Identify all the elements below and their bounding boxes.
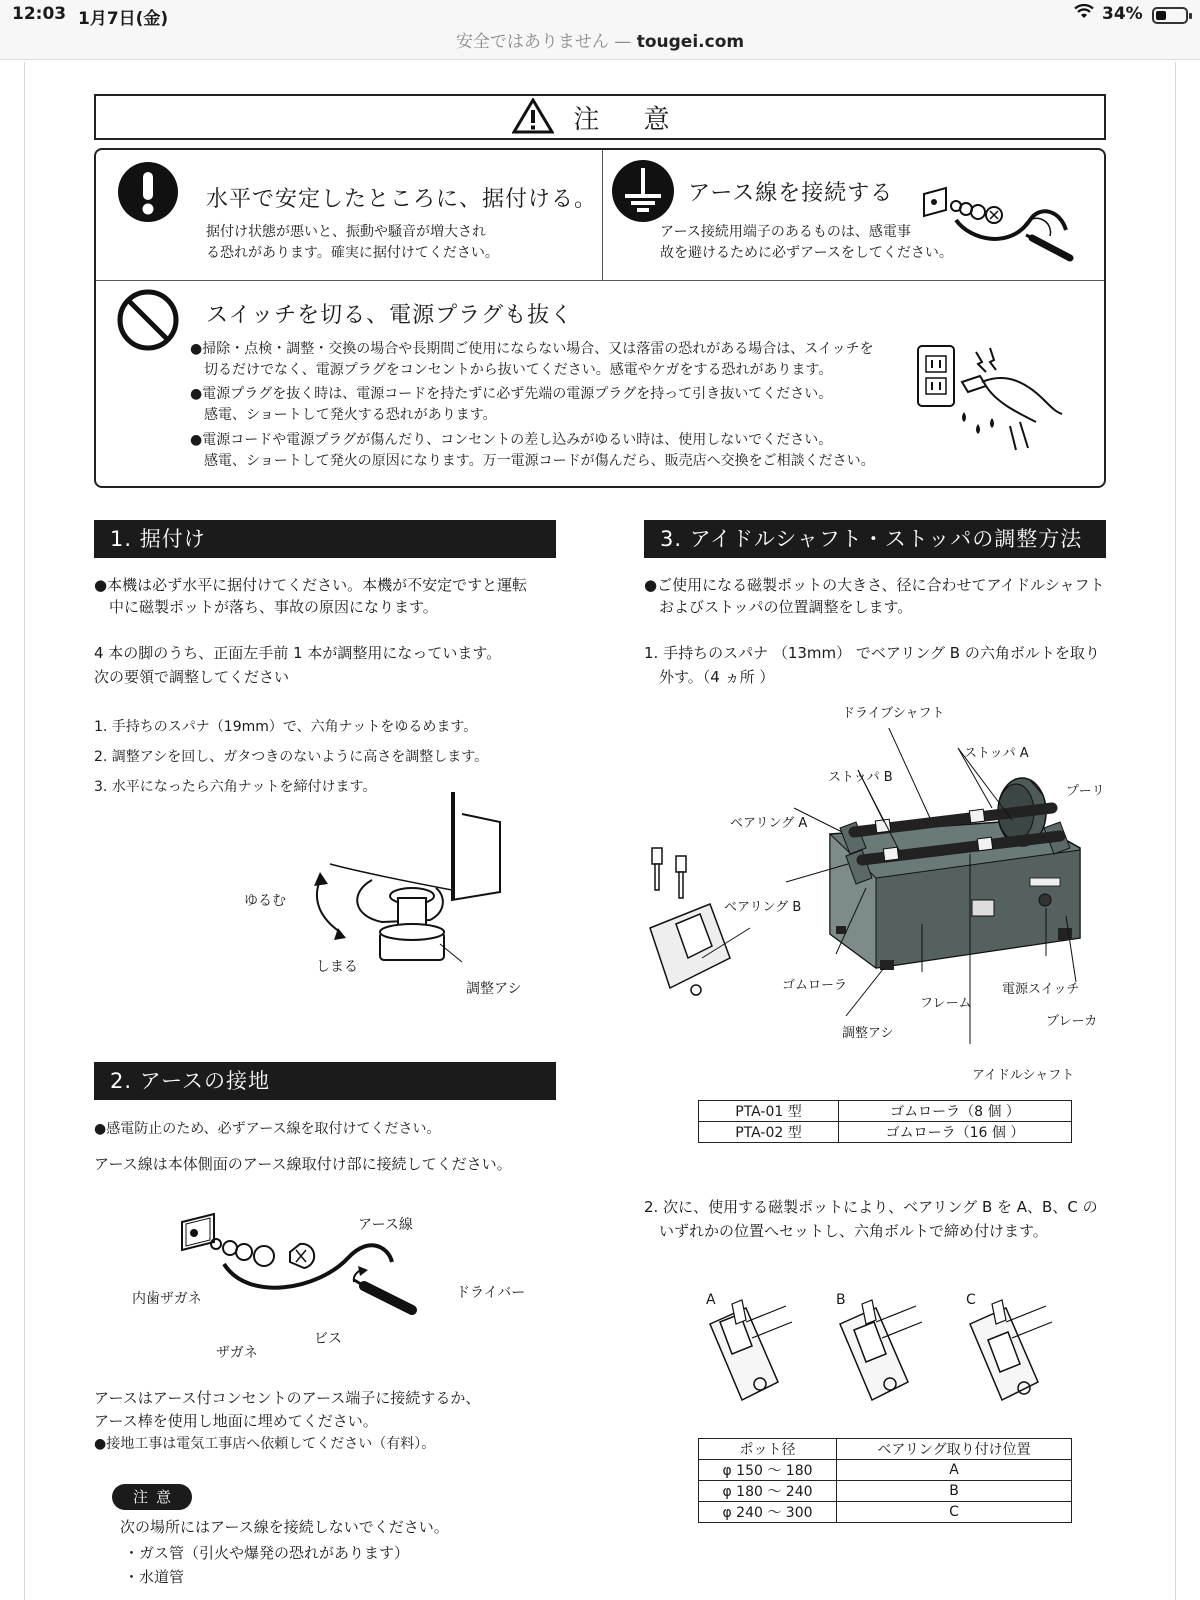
url-separator: —	[608, 32, 637, 52]
table-row	[699, 1481, 1072, 1502]
level-title: 水平で安定したところに、据付ける。	[206, 187, 598, 212]
status-bar	[0, 0, 1200, 30]
position-label-b: B	[836, 1292, 846, 1308]
label-adjust-foot: 調整アシ	[466, 981, 522, 997]
divider	[96, 280, 1104, 281]
label-toothed-washer: 内歯ザガネ	[132, 1291, 202, 1307]
section-2-after: アース棒を使用し地面に埋めてください。	[94, 1412, 378, 1430]
label-frame: フレーム	[920, 996, 972, 1011]
section-3-intro: およびストッパの位置調整をします。	[644, 598, 913, 616]
level-text-2: る恐れがあります。確実に据付けてください。	[206, 245, 499, 261]
level-text-1: 据付け状態が悪いと、振動や騒音が増大され	[206, 224, 486, 240]
switch-bullet-line: 感電、ショートして発火する恐れがあります。	[190, 407, 497, 423]
battery-percent: 34%	[1102, 4, 1143, 24]
warning-triangle-icon	[512, 98, 554, 138]
switch-bullet-line: 感電、ショートして発火の原因になります。万一電源コードが傷んだら、販売店へ交換をご相談ください。	[190, 453, 875, 469]
section-3-step-2: 2. 次に、使用する磁製ポットにより、ベアリング B を A、B、C の	[644, 1198, 1098, 1216]
section-1-heading: 1. 据付け	[94, 520, 556, 558]
exclamation-icon	[116, 160, 180, 228]
label-breaker: ブレーカ	[1046, 1014, 1098, 1029]
label-bearing-a: ベアリング A	[730, 816, 808, 831]
caution-header	[94, 94, 1106, 140]
diameter-cell: φ 150 〜 180	[699, 1460, 837, 1481]
warning-box	[94, 148, 1106, 488]
earth-terminal-illustration	[920, 180, 1080, 274]
label-pulley: プーリ	[1066, 784, 1105, 799]
label-power-switch: 電源スイッチ	[1002, 982, 1080, 997]
section-3-step-1: 1. 手持ちのスパナ （13mm） でベアリング B の六角ボルトを取り	[644, 644, 1100, 662]
section-2-caution-item: ・水道管	[124, 1568, 185, 1586]
earth-text-1: アース接続用端子のあるものは、感電事	[660, 224, 911, 240]
section-1-intro: 中に磁製ポットが落ち、事故の原因になります。	[94, 598, 438, 616]
position-table	[698, 1438, 1072, 1523]
header-cell: ベアリング取り付け位置	[837, 1439, 1072, 1460]
switch-bullet-line: 切るだけでなく、電源プラグをコンセントから抜いてください。感電やケガをする恐れがあります。	[190, 362, 833, 378]
position-cell: C	[837, 1502, 1072, 1523]
label-stopper-b: ストッパ B	[828, 770, 893, 785]
rollers-cell: ゴムローラ（16 個 ）	[839, 1122, 1072, 1143]
table-row	[699, 1502, 1072, 1523]
header-cell: ポット径	[699, 1439, 837, 1460]
label-bearing-b: ベアリング B	[724, 900, 802, 915]
address-bar[interactable]	[0, 30, 1200, 60]
section-2-after: アースはアース付コンセントのアース端子に接続するか、	[94, 1389, 481, 1407]
prohibited-icon	[116, 288, 180, 356]
section-1-step: 1. 手持ちのスパナ（19mm）で、六角ナットをゆるめます。	[94, 719, 478, 735]
date: 1月7日(金)	[78, 9, 169, 29]
label-drive-shaft: ドライブシャフト	[842, 706, 945, 721]
label-driver: ドライバー	[456, 1285, 526, 1301]
label-tighten: しまる	[316, 959, 358, 975]
security-warning: 安全ではありません	[455, 32, 609, 52]
label-rubber-roller: ゴムローラ	[782, 978, 848, 993]
diameter-cell: φ 240 〜 300	[699, 1502, 837, 1523]
label-earth-wire: アース線	[358, 1217, 413, 1233]
section-2-heading: 2. アースの接地	[94, 1062, 556, 1100]
section-1-step: 2. 調整アシを回し、ガタつきのないように高さを調整します。	[94, 749, 489, 765]
battery-icon	[1152, 7, 1188, 24]
position-label-a: A	[706, 1292, 716, 1308]
switch-title: スイッチを切る、電源プラグも抜く	[206, 303, 574, 328]
table-row	[699, 1122, 1072, 1143]
table-row	[699, 1101, 1072, 1122]
switch-bullet-line: ●電源プラグを抜く時は、電源コードを持たずに必ず先端の電源プラグを持って引き抜いてください。	[190, 386, 833, 402]
position-cell: B	[837, 1481, 1072, 1502]
label-screw: ビス	[314, 1331, 342, 1347]
section-2-intro: ●感電防止のため、必ずアース線を取付けてください。	[94, 1121, 441, 1137]
label-stopper-a: ストッパ A	[964, 746, 1029, 761]
section-3-intro: ●ご使用になる磁製ポットの大きさ、径に合わせてアイドルシャフト	[644, 576, 1105, 594]
diameter-cell: φ 180 〜 240	[699, 1481, 837, 1502]
label-loosen: ゆるむ	[244, 893, 286, 909]
section-3-step-2: いずれかの位置へセットし、六角ボルトで締め付けます。	[644, 1222, 1048, 1240]
section-2-caution-text: 次の場所にはアース線を接続しないでください。	[120, 1518, 449, 1536]
earth-title: アース線を接続する	[688, 181, 894, 206]
unplug-illustration	[916, 342, 1066, 456]
section-2-after: ●接地工事は電気工事店へ依頼してください（有料）。	[94, 1436, 436, 1452]
caution-pill: 注意	[112, 1484, 192, 1510]
section-2-note: アース線は本体側面のアース線取付け部に接続してください。	[94, 1155, 512, 1173]
section-1-note: 4 本の脚のうち、正面左手前 1 本が調整用になっています。	[94, 644, 502, 662]
table-row	[699, 1460, 1072, 1481]
section-1-intro: ●本機は必ず水平に据付けてください。本機が不安定ですと運転	[94, 576, 528, 594]
label-idle-shaft: アイドルシャフト	[972, 1068, 1075, 1083]
position-cell: A	[837, 1460, 1072, 1481]
section-3-heading: 3. アイドルシャフト・ストッパの調整方法	[644, 520, 1106, 558]
bearing-position-illustration	[706, 1296, 1096, 1410]
label-washer: ザガネ	[216, 1345, 258, 1361]
label-adjust-foot: 調整アシ	[842, 1026, 894, 1041]
section-1-note: 次の要領で調整してください	[94, 668, 290, 686]
section-2-caution-item: ・ガス管（引火や爆発の恐れがあります）	[124, 1544, 410, 1562]
position-label-c: C	[966, 1292, 976, 1308]
wifi-icon	[1074, 4, 1094, 24]
model-cell: PTA-01 型	[699, 1101, 839, 1122]
caution-title: 注 意	[573, 104, 688, 135]
switch-bullet-line: ●電源コードや電源プラグが傷んだり、コンセントの差し込みがゆるい時は、使用しないでください。	[190, 432, 833, 448]
rollers-cell: ゴムローラ（8 個 ）	[839, 1101, 1072, 1122]
table-header-row	[699, 1439, 1072, 1460]
divider	[602, 150, 603, 280]
ground-icon	[610, 158, 676, 228]
model-table	[698, 1100, 1072, 1143]
model-cell: PTA-02 型	[699, 1122, 839, 1143]
clock: 12:03	[12, 4, 67, 24]
earth-text-2: 故を避けるために必ずアースをしてください。	[660, 245, 953, 261]
switch-bullet-line: ●掃除・点検・調整・交換の場合や長期間ご使用にならない場合、又は落雷の恐れがある場合は、スイッチを	[190, 341, 874, 357]
section-1-step: 3. 水平になったら六角ナットを締付けます。	[94, 779, 377, 795]
url-host: tougei.com	[636, 32, 745, 52]
section-3-step-1: 外す。（4 ヵ所 ）	[644, 668, 775, 686]
